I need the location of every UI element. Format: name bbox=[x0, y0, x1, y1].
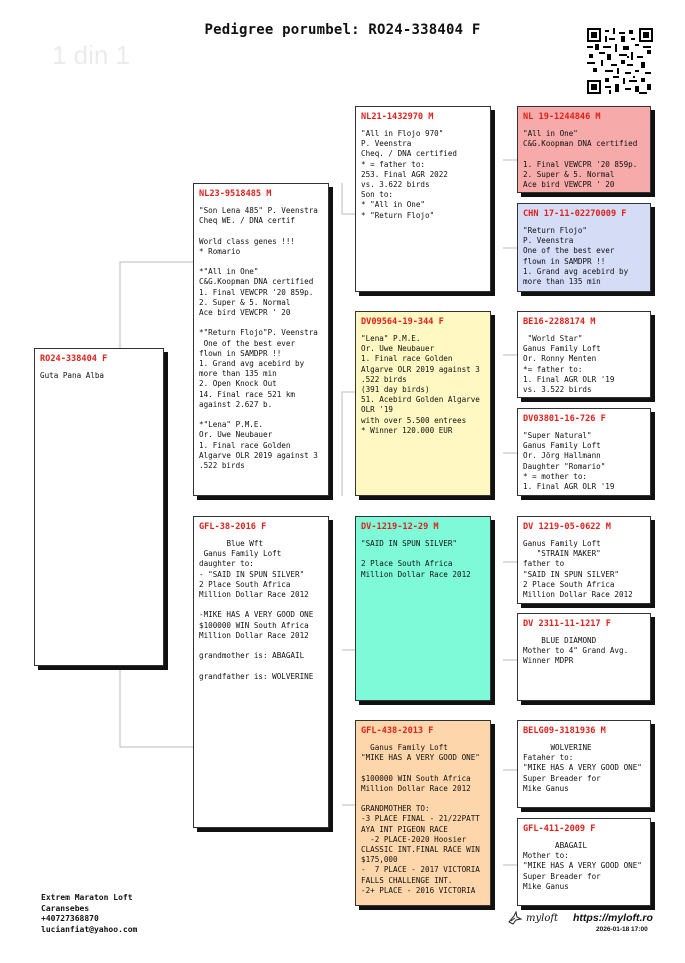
pigeon-notes: Ganus Family Loft "STRAIN MAKER" father to "SAID IN SPUN SILVER" 2 Place South Africa Million Dollar Race 2012 bbox=[523, 539, 633, 600]
ring-number: CHN 17-11-02270009 F bbox=[523, 209, 627, 219]
page-title: Pedigree porumbel: RO24-338404 F bbox=[204, 22, 481, 38]
loft-email: lucianfiat@yahoo.com bbox=[41, 924, 138, 934]
loft-phone: +40727368870 bbox=[41, 914, 99, 923]
ring-number: BE16-2288174 M bbox=[523, 317, 596, 327]
pigeon-logo-icon bbox=[507, 910, 523, 926]
ring-number: NL 19-1244846 M bbox=[523, 112, 601, 122]
ring-number: NL23-9518485 M bbox=[199, 189, 272, 199]
pigeon-notes: "Son Lena 485" P. Veenstra Cheq WE. / DNA certif World class genes !!! * Romario *"All in One" C&G.Koopman DNA certified 1. Final VEWCPR '20 859p. 2. Super & 5. Normal Ace bird VEWCPR ' 20 *"Return Flojo"P. Veenstra One of the best ever flown in SAMDPR !! 1. Grand avg acebird by more than 135 min 2. Open Knock Out 14. Final race 521 km against 2.627 b. *"Lena" P.M.E. Or. Uwe Neubauer 1. Final race Golden Algarve OLR 2019 against 3 .522 birds bbox=[199, 206, 318, 471]
ring-number: BELG09-3181936 M bbox=[523, 726, 606, 736]
loft-name: Extrem Maraton Loft bbox=[41, 893, 133, 902]
ring-number: RO24-338404 F bbox=[40, 354, 108, 364]
ring-number: GFL-38-2016 F bbox=[199, 522, 267, 532]
ring-number: NL21-1432970 M bbox=[361, 112, 434, 122]
ring-number: GFL-438-2013 F bbox=[361, 726, 434, 736]
pigeon-notes: BLUE DIAMOND Mother to 4" Grand Avg. Winner MDPR bbox=[523, 636, 629, 666]
ring-number: GFL-411-2009 F bbox=[523, 824, 596, 834]
pigeon-notes: "Return Flojo" P. Veenstra One of the best ever flown in SAMDPR !! 1. Grand avg acebird by more than 135 min bbox=[523, 226, 629, 287]
sire-card[interactable] bbox=[193, 183, 329, 496]
pigeon-notes: ABAGAIL Mother to: "MIKE HAS A VERY GOOD ONE" Super Breader for Mike Ganus bbox=[523, 841, 642, 891]
dam-dam-card[interactable] bbox=[355, 720, 491, 906]
page-indicator: 1 din 1 bbox=[52, 40, 131, 70]
ring-number: DV09564-19-344 F bbox=[361, 317, 444, 327]
pigeon-notes: "Lena" P.M.E. Or. Uwe Neubauer 1. Final race Golden Algarve OLR 2019 against 3 .522 birds (391 day birds) 51. Acebird Golden Algarve OLR '19 with over 5.500 entrees * Winner 120.000 EUR bbox=[361, 334, 480, 435]
sire-sire-card[interactable] bbox=[355, 106, 491, 292]
loft-contact-info bbox=[41, 893, 137, 935]
great-grandparent-card[interactable] bbox=[517, 203, 651, 292]
great-grandparent-card[interactable] bbox=[517, 818, 651, 906]
ring-number: DV03801-16-726 F bbox=[523, 414, 606, 424]
pigeon-notes: Guta Pana Alba bbox=[40, 371, 105, 380]
pigeon-notes: Ganus Family Loft "MIKE HAS A VERY GOOD ONE" $100000 WIN South Africa Million Dollar Race 2012 GRANDMOTHER TO: -3 PLACE FINAL - 21/22PATT AYA INT PIGEON RACE -2 PLACE-2020 Hoosier CLASSIC INT.FINAL RACE WIN $175,000 - 7 PLACE - 2017 VICTORIA FALLS CHALLENGE INT. -2+ PLACE - 2016 VICTORIA bbox=[361, 743, 480, 895]
dam-card[interactable] bbox=[193, 516, 329, 828]
dam-sire-card[interactable] bbox=[355, 516, 491, 701]
subject-pigeon-card[interactable] bbox=[34, 348, 164, 666]
pigeon-notes: "Super Natural" Ganus Family Loft Or. Jörg Hallmann Daughter "Romario" * = mother to: 1. Final AGR OLR '19 bbox=[523, 431, 615, 492]
ring-number: DV 2311-11-1217 F bbox=[523, 619, 611, 629]
great-grandparent-card[interactable] bbox=[517, 613, 651, 701]
pigeon-notes: "SAID IN SPUN SILVER" 2 Place South Africa Million Dollar Race 2012 bbox=[361, 539, 471, 579]
ring-number: DV-1219-12-29 M bbox=[361, 522, 439, 532]
great-grandparent-card[interactable] bbox=[517, 516, 651, 604]
myloft-logo bbox=[507, 910, 558, 926]
print-date: 2026-01-18 17:00 bbox=[596, 926, 648, 933]
logo-text: myloft bbox=[526, 912, 559, 924]
sire-dam-card[interactable] bbox=[355, 311, 491, 496]
great-grandparent-card[interactable] bbox=[517, 408, 651, 496]
loft-city: Caransebes bbox=[41, 903, 90, 913]
great-grandparent-card[interactable] bbox=[517, 720, 651, 808]
pigeon-notes: "All in One" C&G.Koopman DNA certified 1. Final VEWCPR '20 859p. 2. Super & 5. Normal Ace bird VEWCPR ' 20 bbox=[523, 129, 638, 190]
pigeon-notes: WOLVERINE Fataher to: "MIKE HAS A VERY GOOD ONE" Super Breader for Mike Ganus bbox=[523, 743, 642, 793]
pigeon-notes: Blue Wft Ganus Family Loft daughter to: - "SAID IN SPUN SILVER" 2 Place South Africa Million Dollar Race 2012 -MIKE HAS A VERY GOOD ONE $100000 WIN South Africa Million Dollar Race 2012 grandmother is: ABAGAIL grandfather is: WOLVERINE bbox=[199, 539, 314, 681]
ring-number: DV 1219-05-0622 M bbox=[523, 522, 611, 532]
pigeon-notes: "World Star" Ganus Family Loft Or. Ronny Menten *= father to: 1. Final AGR OLR '19 vs. 3.522 birds bbox=[523, 334, 615, 395]
great-grandparent-card[interactable] bbox=[517, 106, 651, 193]
site-url[interactable]: https://myloft.ro bbox=[573, 912, 653, 924]
great-grandparent-card[interactable] bbox=[517, 311, 651, 398]
pigeon-notes: "All in Flojo 970" P. Veenstra Cheq. / DNA certified * = father to: 253. Final AGR 2022 vs. 3.622 birds Son to: * "All in One" * "Return Flojo" bbox=[361, 129, 458, 220]
